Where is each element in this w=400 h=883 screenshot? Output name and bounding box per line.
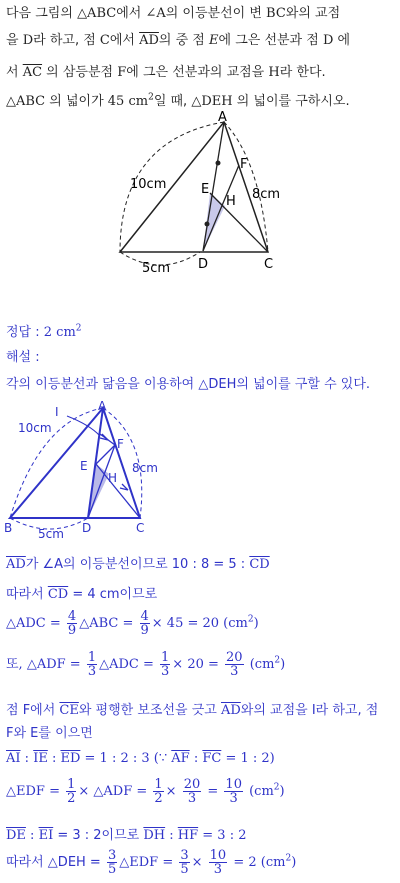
text: ): [291, 855, 297, 870]
text: △EDF =: [119, 855, 178, 870]
numerator: 1: [67, 777, 76, 792]
denominator: 9: [140, 623, 149, 638]
exponent: 2: [273, 782, 280, 793]
text: 의 삼등분점: [42, 65, 118, 80]
label-h: H: [226, 194, 236, 209]
text: 일 때,: [153, 94, 192, 109]
text: 따라서 △DEH =: [6, 855, 105, 870]
step-2: [6, 583, 396, 602]
denominator: 5: [107, 862, 117, 877]
denominator: 3: [229, 791, 238, 806]
step-5: [6, 699, 396, 718]
step-3: [6, 610, 396, 637]
midpoint-mark: [205, 222, 210, 227]
math-segment: $\overline{AI}$: [6, 751, 21, 766]
text: 라 한다.: [279, 65, 326, 80]
label-b: B: [4, 521, 13, 535]
fraction: [153, 778, 163, 805]
text: ): [253, 616, 259, 631]
text: × 45 = 20 (cm: [151, 616, 248, 631]
math-segment: $\overline{CE}$: [59, 703, 79, 718]
numerator: 10: [225, 777, 242, 792]
text: = 2 (cm: [229, 855, 286, 870]
math-segment: $\overline{AF}$: [171, 751, 190, 766]
text: :: [47, 751, 61, 766]
step-7: [6, 751, 396, 766]
math: △ABC: [6, 94, 46, 109]
text: 점 F에서: [6, 703, 60, 718]
step-10: [6, 849, 396, 876]
label-d: D: [198, 257, 209, 272]
label-c: C: [136, 521, 145, 535]
label-bd-length: 5cm: [142, 261, 171, 276]
label-i: I: [55, 405, 59, 419]
text: 가 ∠A의 이등분선이므로 10 : 8 = 5 :: [25, 557, 250, 572]
denominator: 3: [230, 664, 239, 679]
math: ∠A: [145, 6, 166, 21]
denominator: 2: [67, 791, 76, 806]
text: 에 그은 선분과의 교점을: [126, 65, 269, 80]
fraction: [66, 778, 76, 805]
text: ×: [191, 855, 207, 870]
text: = 3 : 2: [198, 828, 247, 843]
step-6: F와 E를 이으면: [6, 726, 93, 741]
fraction: [179, 849, 189, 876]
text: 와의 교점: [285, 6, 341, 21]
denominator: 2: [154, 791, 163, 806]
label-a: A: [98, 399, 107, 413]
text: 의 넓이를 구하시오.: [232, 94, 350, 109]
label-e: E: [80, 459, 88, 473]
text: ): [280, 657, 286, 672]
text: △EDF =: [6, 784, 65, 799]
math-segment: $\overline{AD}$: [139, 33, 159, 48]
fraction: [160, 651, 170, 678]
denominator: 3: [187, 791, 197, 806]
text: 의 이등분선이 변: [165, 6, 267, 21]
math: C: [99, 33, 110, 48]
text: × 20 =: [172, 657, 224, 672]
math: △ABC: [77, 6, 117, 21]
exponent: 2: [247, 614, 254, 625]
numerator: 10: [209, 848, 227, 863]
answer-label: 정답 :: [6, 325, 44, 340]
math: 45 cm: [107, 94, 149, 109]
exponent: 2: [274, 655, 281, 666]
label-bd-length: 5cm: [38, 527, 64, 541]
problem-line-1: [6, 2, 396, 21]
math-segment: $\overline{HF}$: [177, 828, 199, 843]
label-c: C: [264, 257, 274, 272]
math-segment: $\overline{EI}$: [38, 828, 54, 843]
fraction: [209, 849, 228, 876]
text: =: [203, 784, 223, 799]
label-ac-length: 8cm: [132, 461, 158, 475]
label-h: H: [108, 471, 118, 485]
fraction: [107, 849, 117, 876]
text: :: [25, 828, 39, 843]
text: 또, △ADF =: [6, 657, 85, 672]
exponent: 2: [75, 323, 82, 334]
text: :: [165, 828, 178, 843]
exponent: 2: [285, 853, 292, 864]
midpoint-mark: [216, 161, 221, 166]
solution-figure: [0, 395, 400, 543]
math: BC: [266, 6, 286, 21]
math: D: [22, 33, 34, 48]
math: E: [209, 33, 219, 48]
math-segment: $\overline{DE}$: [6, 828, 26, 843]
fraction: [67, 610, 77, 637]
denominator: 3: [87, 664, 97, 679]
problem-line-3: [6, 61, 396, 80]
text: = 1 : 2): [221, 751, 275, 766]
math: H: [268, 65, 280, 80]
text: △ADC =: [99, 657, 159, 672]
label-ab-length: 10cm: [130, 177, 167, 192]
text: 서: [6, 65, 23, 80]
text: 의 넓이가: [45, 94, 108, 109]
math-segment: $\overline{AD}$: [220, 703, 241, 718]
text: 에서: [116, 6, 146, 21]
text: × △ADF =: [78, 784, 152, 799]
step-1: [6, 553, 396, 572]
text: △ABC =: [79, 616, 138, 631]
step-9: [6, 824, 396, 843]
text: 와 평행한 보조선을 긋고: [78, 703, 221, 718]
math-segment: $\overline{CD}$: [47, 587, 69, 602]
label-f: F: [117, 437, 124, 451]
math: F: [117, 65, 127, 80]
step-8: [6, 778, 396, 805]
math: D: [322, 33, 334, 48]
numerator: 4: [67, 609, 77, 624]
label-f: F: [240, 157, 248, 172]
answer-line: [6, 321, 396, 340]
numerator: 1: [161, 650, 170, 665]
label-ac-length: 8cm: [252, 187, 281, 202]
math-segment: $\overline{AC}$: [22, 65, 43, 80]
step-4: [6, 651, 396, 678]
text: 에: [333, 33, 351, 48]
fraction: [140, 610, 150, 637]
denominator: 5: [180, 862, 189, 877]
numerator: 3: [180, 848, 189, 863]
math-segment: $\overline{FC}$: [202, 751, 222, 766]
numerator: 3: [107, 848, 117, 863]
text: 에 그은 선분과 점: [218, 33, 323, 48]
answer-value: 2 cm: [43, 325, 76, 340]
solution-intro: 각의 이등분선과 닮음을 이용하여 △DEH의 넓이를 구할 수 있다.: [6, 377, 371, 392]
text: = 3 : 2이므로: [53, 828, 144, 843]
text: 다음 그림의: [6, 6, 78, 21]
label-ab-length: 10cm: [18, 421, 52, 435]
label-i-leader: [67, 416, 100, 436]
text: 의 중 점: [158, 33, 209, 48]
text: = 1 : 2 : 3 (∵: [80, 751, 172, 766]
text: ): [279, 784, 285, 799]
text: 와의 교점을 I라 하고, 점: [240, 703, 379, 718]
denominator: 3: [213, 862, 223, 877]
text: 따라서: [6, 587, 48, 602]
text: (cm: [244, 784, 274, 799]
fraction: [87, 651, 97, 678]
problem-figure: [0, 110, 400, 280]
fraction: [224, 778, 243, 805]
math-segment: $\overline{DH}$: [143, 828, 166, 843]
label-d: D: [82, 521, 92, 535]
math: △DEH: [191, 94, 233, 109]
math-segment: $\overline{IE}$: [33, 751, 48, 766]
text: = 4 cm이므로: [68, 587, 158, 602]
text: △ADC =: [6, 616, 65, 631]
text: (cm: [245, 657, 275, 672]
text: 라 하고, 점: [33, 33, 100, 48]
text: 을: [6, 33, 23, 48]
numerator: 1: [154, 777, 163, 792]
fraction: [225, 651, 244, 678]
text: ×: [165, 784, 181, 799]
numerator: 20: [183, 777, 201, 792]
denominator: 9: [67, 623, 77, 638]
math-segment: $\overline{ED}$: [60, 751, 81, 766]
parallel-arrow: [120, 484, 128, 490]
solution-label: 해설 :: [6, 350, 40, 365]
denominator: 3: [161, 664, 170, 679]
problem-line-2: [6, 29, 396, 48]
label-a: A: [218, 110, 227, 125]
problem-line-4: [6, 90, 396, 109]
numerator: 1: [87, 650, 97, 665]
numerator: 20: [226, 650, 243, 665]
numerator: 4: [140, 609, 149, 624]
text: :: [189, 751, 203, 766]
math-segment: $\overline{CD}$: [249, 557, 270, 572]
math-segment: $\overline{AD}$: [6, 557, 26, 572]
text: :: [20, 751, 34, 766]
exponent: 2: [148, 92, 154, 103]
fraction: [183, 778, 202, 805]
text: 에서: [109, 33, 140, 48]
label-e: E: [201, 182, 210, 197]
